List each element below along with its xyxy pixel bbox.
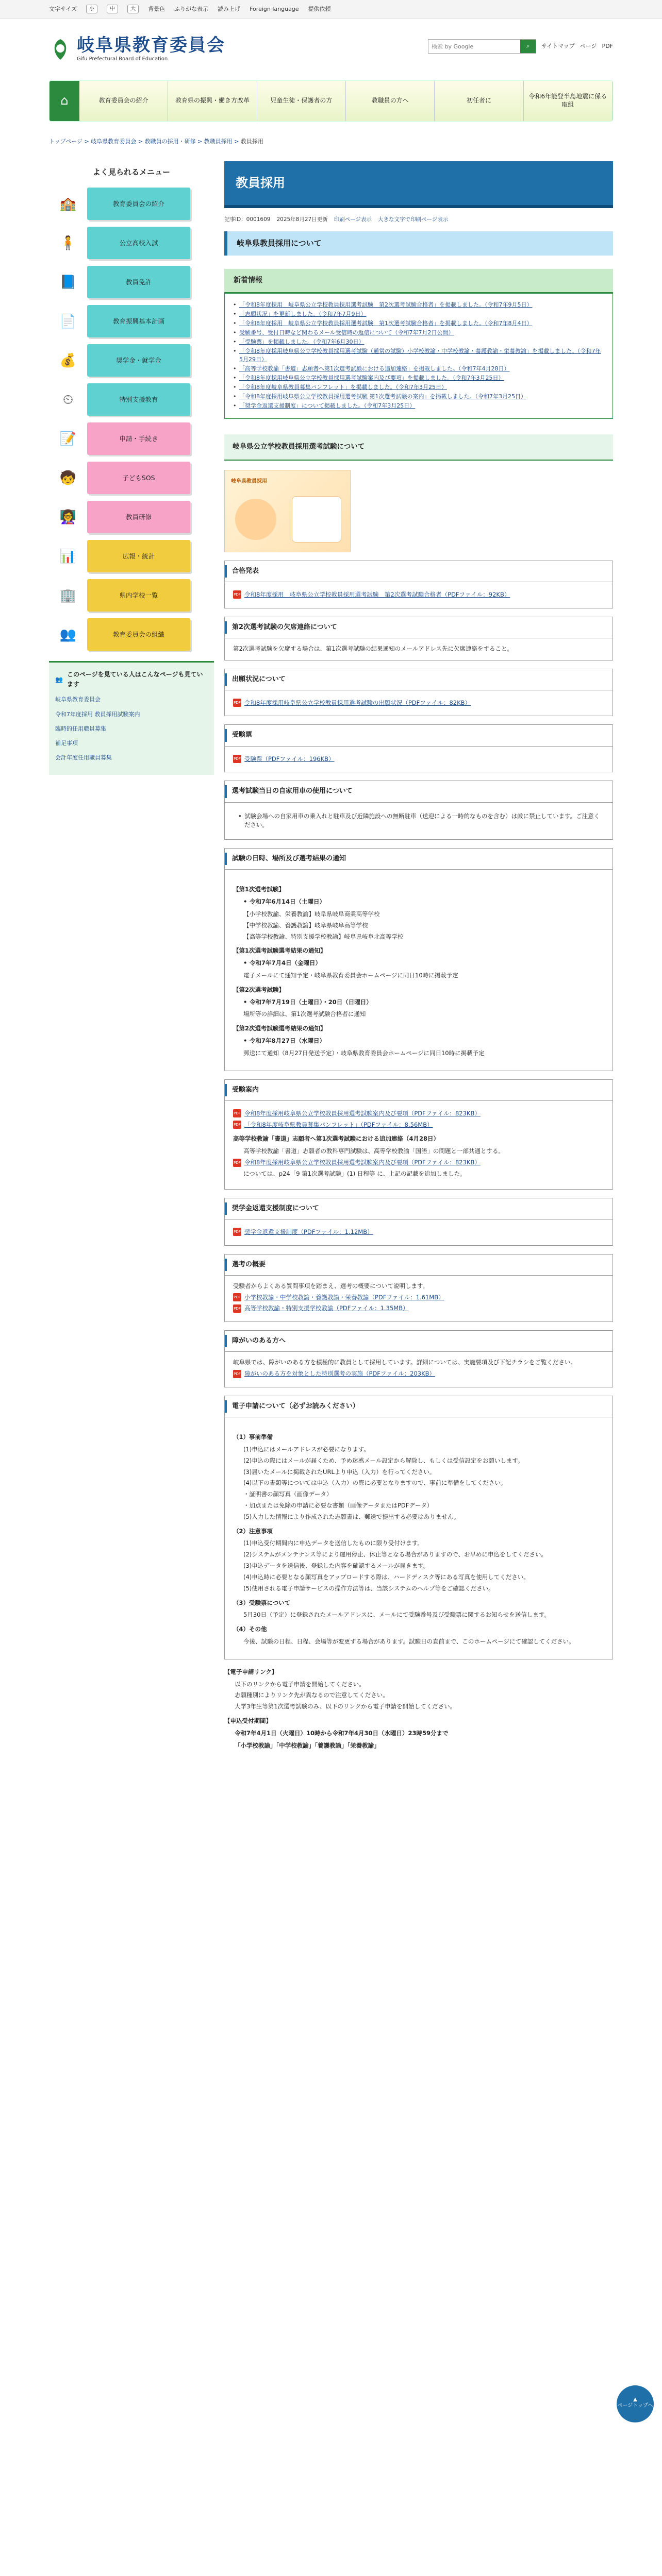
apply-text: ・証明書の顔写真（画像データ） <box>243 1490 333 1498</box>
utility-bar <box>0 0 662 19</box>
ruby-link[interactable]: ページ <box>580 43 597 50</box>
school-icon: 🏫 <box>59 196 77 212</box>
sidebar-item[interactable] <box>49 383 214 416</box>
also-viewed-box <box>49 661 214 774</box>
sidebar-menu <box>49 188 214 651</box>
pdf-icon: PDF <box>233 1293 241 1301</box>
page-top-button[interactable] <box>617 2385 654 2422</box>
box-text: 岐阜県では、障がいのある方を積極的に教員として採用しています。詳細については、実施要項及び下記チラシをご覧ください。 <box>233 1359 576 1366</box>
chart-icon: 📊 <box>59 548 77 564</box>
pdf-link[interactable]: PDF <box>602 43 613 50</box>
recruit-banner[interactable] <box>224 470 351 552</box>
logo-mark-icon <box>49 37 72 62</box>
news-item[interactable]: • 受験番号、受付日時など関わるメール受信時の返信について（令和7年7月2日公開） <box>233 329 604 337</box>
e-apply-content <box>225 1421 613 1655</box>
breadcrumb-link[interactable]: 岐阜県教育委員会 <box>91 138 137 145</box>
pdf-link-text: 受験票（PDFファイル：196KB） <box>244 755 335 762</box>
schedule-date: • 令和7年8月27日（水曜日） <box>243 1037 604 1046</box>
home-icon: ⌂ <box>60 93 69 108</box>
sidebar-item-label: 広報・統計 <box>87 540 190 572</box>
news-item[interactable]: • 「令和8年度採用岐阜県公立学校教員採用選考試験（通常の試験）小学校教諭・中学校教諭・養護教諭・栄養教諭」を掲載しました。（令和7年5月29日） <box>233 347 604 364</box>
pdf-link-text: 令和8年度採用 岐阜県公立学校教員採用選考試験 第2次選考試験合格者（PDFファイル：92KB） <box>244 590 510 598</box>
site-header <box>0 19 662 80</box>
exam-heading: 岐阜県公立学校教員採用選考試験について <box>224 434 613 461</box>
guide-box <box>224 1079 613 1190</box>
status-box <box>224 669 613 717</box>
pdf-icon: PDF <box>233 1370 241 1378</box>
guide-subheading: 高等学校教諭「書道」志願者へ第1次選考試験における追加連絡（4月28日） <box>233 1135 440 1143</box>
also-viewed-link[interactable]: 臨時的任用職員募集 <box>55 725 106 732</box>
also-viewed-link[interactable]: 岐阜県教育委員会 <box>55 696 101 703</box>
sidebar <box>49 161 214 1754</box>
gnav-item[interactable]: 教育委員会の紹介 <box>79 81 168 121</box>
pdf-icon: PDF <box>233 590 241 599</box>
sidebar-item[interactable] <box>49 188 214 220</box>
pdf-icon: PDF <box>233 1121 241 1129</box>
breadcrumb: トップページ > 岐阜県教育委員会 > 教職員の採用・研修 > 教職員採用 > 教員採用 <box>49 138 263 145</box>
banner-illustration <box>235 499 276 540</box>
pdf-icon: PDF <box>233 755 241 763</box>
sidebar-item[interactable] <box>49 344 214 377</box>
updated-date: 2025年8月27日更新 <box>276 216 328 223</box>
apply-text: (1)申込にはメールアドレスが必要になります。 <box>243 1445 370 1453</box>
news-heading: 新着情報 <box>224 269 613 294</box>
pdf-link-text: 奨学金返還支援制度（PDFファイル：1.12MB） <box>244 1228 373 1235</box>
apply-subheading: （3）受験票について <box>233 1599 291 1606</box>
schedule-line: 【小学校教諭、栄養教諭】岐阜県岐阜商業高等学校 <box>243 910 380 918</box>
section-heading: 岐阜県教員採用について <box>224 231 613 256</box>
child-icon: 🧒 <box>59 470 77 486</box>
gnav-item[interactable]: 児童生徒・保護者の方 <box>257 81 346 121</box>
sidebar-item-label: 子どもSOS <box>87 462 190 494</box>
schedule-line: 【中学校教諭、養護教諭】岐阜県岐阜高等学校 <box>243 921 368 929</box>
font-size-label: 文字サイズ <box>49 5 77 12</box>
schedule-line: 電子メールにて通知予定・岐阜県教育委員会ホームページに同日10時に掲載予定 <box>243 972 458 979</box>
sidebar-item-label: 申請・手続き <box>87 422 190 455</box>
sidebar-item-label: 教育振興基本計画 <box>87 305 190 337</box>
gnav-item[interactable]: 教職員の方へ <box>346 81 435 121</box>
news-item[interactable]: • 「令和8年度採用 岐阜県公立学校教員採用選考試験 第1次選考試験合格者」を掲載しました。（令和7年8月4日） <box>233 319 604 328</box>
pdf-link-text: 令和8年度採用岐阜県公立学校教員採用選考試験案内及び要項（PDFファイル：823KB） <box>244 1159 481 1166</box>
pdf-link[interactable] <box>233 1293 604 1302</box>
apply-subheading: （1）事前準備 <box>233 1433 273 1441</box>
request-link[interactable]: 提供依頼 <box>308 5 331 12</box>
e-link-text: 以下のリンクから電子申請を開始してください。 <box>235 1680 365 1688</box>
sidebar-item[interactable] <box>49 618 214 651</box>
gnav-item[interactable]: 初任者に <box>435 81 523 121</box>
apply-text: (5)使用される電子申請サービスの操作方法等は、当該システムのヘルプ等をご確認ください。 <box>243 1584 494 1592</box>
font-mid-button[interactable]: 中 <box>107 5 118 14</box>
also-viewed-link[interactable]: 補足事項 <box>55 739 78 747</box>
pdf-link[interactable] <box>233 1158 604 1167</box>
sidebar-item-label: 教員研修 <box>87 501 190 533</box>
pdf-link-text: 令和8年度採用岐阜県公立学校教員採用選考試験の出願状況（PDFファイル：82KB） <box>244 699 471 706</box>
schedule-date: • 令和7年7月4日（金曜日） <box>243 959 604 968</box>
page-title: 教員採用 <box>224 161 613 208</box>
pdf-link[interactable] <box>233 590 604 600</box>
sitemap-link[interactable]: サイトマップ <box>541 43 575 50</box>
clock-icon: ⏲ <box>62 392 74 408</box>
home-button[interactable] <box>49 81 79 121</box>
apply-text: (5)入力した情報により作成された志願書は、郵送で提出する必要はありません。 <box>243 1513 460 1520</box>
meeting-icon: 👥 <box>59 626 77 642</box>
pdf-icon: PDF <box>233 1159 241 1167</box>
sidebar-title: よく見られるメニュー <box>92 167 170 177</box>
search-icon: ⌕ <box>526 43 530 50</box>
global-nav <box>49 80 613 122</box>
sidebar-item-label: 県内学校一覧 <box>87 579 190 612</box>
apply-text: (1)申込受付期間内に申込データを送信したものに限り受付けます。 <box>243 1539 423 1547</box>
sidebar-item[interactable] <box>49 305 214 337</box>
pdf-link[interactable] <box>233 699 604 708</box>
banner-illustration <box>292 496 341 543</box>
sidebar-item[interactable] <box>49 462 214 494</box>
schedule-heading: 【第2次選考試験選考結果の通知】 <box>233 1025 326 1032</box>
subject-text: 「小学校教諭」「中学校教諭」「養護教諭」「栄養教諭」 <box>235 1741 380 1749</box>
pdf-link-text: 高等学校教諭・特別支援学校教諭（PDFファイル：1.35MB） <box>244 1304 409 1312</box>
sidebar-item[interactable] <box>49 227 214 259</box>
sidebar-item-label: 教育委員会の組織 <box>87 618 190 651</box>
pdf-link-text: 「令和8年度岐阜県教員募集パンフレット」（PDFファイル：8.56MB） <box>244 1121 433 1128</box>
schedule-line: 場所等の詳細は、第1次選考試験合格者に通知 <box>243 1010 366 1018</box>
form-icon: 📝 <box>59 431 77 447</box>
news-item[interactable]: • 「高等学校教諭「書道」志願者へ第1次選考試験における追加連絡」を掲載しました。（令和7年4月28日） <box>233 365 604 373</box>
print-link[interactable]: 印刷ページ表示 <box>334 216 372 223</box>
pdf-icon: PDF <box>233 1228 241 1236</box>
schedule-date: • 令和7年7月19日（土曜日）・20日（日曜日） <box>243 998 604 1007</box>
box-heading: 出願状況について <box>225 669 613 690</box>
read-aloud-button[interactable]: 読み上げ <box>218 5 241 12</box>
building-icon: 🏢 <box>59 587 77 603</box>
pdf-link[interactable] <box>233 1369 604 1379</box>
pdf-link-text: 小学校教諭・中学校教諭・養護教諭・栄養教諭（PDFファイル：1.61MB） <box>244 1293 444 1301</box>
pdf-link-text: 令和8年度採用岐阜県公立学校教員採用選考試験案内及び要項（PDFファイル：823KB） <box>244 1109 481 1117</box>
news-item[interactable]: • 「受験票」を掲載しました。（令和7年6月30日） <box>233 338 604 346</box>
page-top-label: ページトップへ <box>617 2403 653 2409</box>
breadcrumb-link[interactable]: トップページ <box>49 138 83 145</box>
news-item[interactable]: • 「令和8年度採用 岐阜県公立学校教員採用選考試験 第2次選考試験合格者」を掲載しました。（令和7年9月5日） <box>233 301 604 309</box>
apply-text: (3)届いたメールに掲載されたURLより申込（入力）を行ってください。 <box>243 1468 436 1476</box>
also-viewed-link[interactable]: 会計年度任用職員募集 <box>55 754 112 761</box>
apply-subheading: （4）その他 <box>233 1625 267 1633</box>
schedule-box <box>224 848 613 1071</box>
article-meta <box>224 215 613 224</box>
ruby-button[interactable]: ふりがな表示 <box>174 5 209 12</box>
news-item[interactable]: • 「令和8年度採用岐阜県公立学校教員採用選考試験案内及び要項」を掲載しました。（令和7年3月25日） <box>233 374 604 382</box>
article-id: 記事ID：0001609 <box>224 216 271 223</box>
e-apply-box <box>224 1396 613 1659</box>
sidebar-item[interactable] <box>49 266 214 298</box>
box-text: 第2次選考試験を欠席する場合は、第1次選考試験の結果通知のメールアドレス先に欠席連絡をすること。 <box>233 645 514 652</box>
font-large-button[interactable]: 大 <box>127 5 139 14</box>
content-columns <box>49 161 613 1754</box>
search-button[interactable] <box>520 40 536 53</box>
schedule-list <box>225 874 613 1066</box>
box-heading: 選考の概要 <box>225 1255 613 1276</box>
absent-box <box>224 617 613 660</box>
main-content <box>224 161 613 1754</box>
box-heading: 試験の日時、場所及び選考結果の通知 <box>225 849 613 870</box>
also-viewed-title <box>55 670 208 689</box>
period-text: 令和7年4月1日（火曜日）10時から令和7年4月30日（水曜日）23時59分まで <box>235 1729 449 1737</box>
box-heading: 選考試験当日の自家用車の使用について <box>225 781 613 802</box>
pdf-icon: PDF <box>233 1109 241 1117</box>
apply-text: 5月30日（予定）に登録されたメールアドレスに、メールにて受験番号及び受験票に関するお知らせを送信します。 <box>243 1611 550 1619</box>
ticket-box <box>224 724 613 772</box>
breadcrumb-current: 教員採用 <box>240 138 263 145</box>
util-font-size <box>49 5 77 13</box>
box-heading: 第2次選考試験の欠席連絡について <box>225 617 613 638</box>
e-link-text: 志願種別によりリンク先が異なるので注意してください。 <box>235 1691 389 1699</box>
box-heading: 電子申請について（必ずお読みください） <box>225 1396 613 1417</box>
search-box <box>428 39 536 54</box>
breadcrumb-link[interactable]: 教職員の採用・研修 <box>144 138 196 145</box>
pdf-link-text: 障がいのある方を対象とした特別選考の実施（PDFファイル：203KB） <box>244 1370 436 1378</box>
training-icon: 👩‍🏫 <box>59 509 77 525</box>
apply-text: (2)システムがメンテナンス等により運用停止、休止等となる場合がありますので、お早めに申込をしてください。 <box>243 1551 547 1558</box>
e-link-section <box>224 1668 613 1751</box>
e-link-text: 大学3年生等第1次選考試験のみ、以下のリンクから電子申請を開始してください。 <box>235 1703 456 1710</box>
schedule-line: 【高等学校教諭、特別支援学校教諭】岐阜県岐阜北高等学校 <box>243 933 404 940</box>
pdf-icon: PDF <box>233 699 241 707</box>
news-item[interactable]: • 「令和8年度採用岐阜県公立学校教員採用選考試験 第1次選考試験の案内」を掲載しました。（令和7年3月25日） <box>233 393 604 401</box>
money-icon: 💰 <box>59 352 77 368</box>
schedule-heading: 【第2次選考試験】 <box>233 986 285 993</box>
apply-text: (4)以下の書類等については申込（入力）の際に必要となりますので、事前に準備をしてください。 <box>243 1479 507 1487</box>
sidebar-item[interactable] <box>49 540 214 572</box>
also-viewed-label: このページを見ている人はこんなページも見ています <box>67 671 203 688</box>
banner-title: 岐阜県教員採用 <box>231 478 267 484</box>
breadcrumb-link[interactable]: 教職員採用 <box>204 138 233 145</box>
book-icon: 📘 <box>59 274 77 290</box>
search-input[interactable] <box>428 40 520 53</box>
site-title: 岐阜県教育委員会 <box>77 35 225 56</box>
schedule-heading: 【第1次選考試験選考結果の通知】 <box>233 947 326 955</box>
apply-text: (3)申込データを送信後、登録した内容を確認するメールが届きます。 <box>243 1562 429 1570</box>
arrow-up-icon: ▲ <box>633 2397 637 2402</box>
pass-box <box>224 561 613 608</box>
box-text: • 試験会場への自家用車の乗入れと駐車及び近隣施設への無断駐車（送迎による一時的なものを含む）は厳に禁止しています。ご注意ください。 <box>238 812 604 831</box>
sidebar-item[interactable] <box>49 501 214 533</box>
header-tools <box>428 39 613 54</box>
foreign-language-button[interactable]: Foreign language <box>250 5 299 12</box>
pdf-link[interactable] <box>233 755 604 764</box>
people-icon: 👥 <box>55 675 63 683</box>
scholarship-box <box>224 1198 613 1246</box>
gnav-item[interactable]: 教育県の振興・働き方改革 <box>168 81 257 121</box>
box-heading: 受験案内 <box>225 1080 613 1101</box>
disability-box <box>224 1330 613 1387</box>
site-subtitle: Gifu Prefectural Board of Education <box>77 56 168 62</box>
large-print-link[interactable]: 大きな文字で印刷ページ表示 <box>378 216 449 223</box>
gnav-item[interactable]: 令和6年能登半島地震に係る取組 <box>524 81 613 121</box>
apply-text: 今後、試験の日程、日程、会場等が変更する場合があります。試験日の直前まで、このホームページにて確認してください。 <box>243 1637 575 1645</box>
period-heading: 【申込受付期間】 <box>224 1717 272 1725</box>
e-link-heading: 【電子申請リンク】 <box>224 1668 278 1675</box>
font-small-button[interactable]: 小 <box>86 5 97 14</box>
news-item[interactable]: • 「志願状況」を更新しました。（令和7年7月9日） <box>233 310 604 318</box>
sidebar-item-label: 教員免許 <box>87 266 190 298</box>
schedule-date: • 令和7年6月14日（土曜日） <box>243 897 604 907</box>
box-text: 受験者からよくある質問事項を踏まえ、選考の概要について説明します。 <box>233 1282 429 1290</box>
car-box <box>224 781 613 840</box>
guide-text: については、p24「9 第1次選考試験」(1) 日程等 に、上記の記載を追加しました。 <box>243 1170 466 1177</box>
sidebar-item[interactable] <box>49 579 214 612</box>
apply-subheading: （2）注意事項 <box>233 1527 273 1535</box>
site-logo[interactable] <box>49 36 225 63</box>
guide-text: 高等学校教諭「書道」志願者の教科専門試験は、高等学校教諭「国語」の問題と一部共通とする。 <box>243 1147 504 1155</box>
box-heading: 奨学金返還支援制度について <box>225 1198 613 1219</box>
schedule-heading: 【第1次選考試験】 <box>233 886 285 893</box>
also-viewed-link[interactable]: 令和7年度採用 教員採用試験案内 <box>55 710 140 718</box>
news-list <box>224 294 613 418</box>
document-icon: 📄 <box>59 313 77 329</box>
sidebar-item-label: 奨学金・就学金 <box>87 344 190 377</box>
sidebar-item-label: 教育委員会の紹介 <box>87 188 190 220</box>
sidebar-item[interactable] <box>49 422 214 455</box>
pdf-link[interactable] <box>233 1304 604 1313</box>
overview-box <box>224 1254 613 1323</box>
sidebar-item-label: 公立高校入試 <box>87 227 190 259</box>
box-heading: 受験票 <box>225 725 613 746</box>
box-heading: 合格発表 <box>225 561 613 582</box>
person-icon: 🧍 <box>59 235 77 251</box>
pdf-icon: PDF <box>233 1304 241 1313</box>
pdf-link[interactable] <box>233 1109 604 1118</box>
box-heading: 障がいのある方へ <box>225 1331 613 1352</box>
news-item[interactable]: • 「奨学金返還支援制度」について掲載しました。（令和7年3月25日） <box>233 402 604 410</box>
pdf-link[interactable] <box>233 1121 604 1130</box>
sidebar-item-label: 特別支援教育 <box>87 383 190 416</box>
apply-text: ・加点または免除の申請に必要な書類（画像データまたはPDFデータ） <box>243 1502 433 1510</box>
schedule-line: 郵送にて通知（8月27日発送予定）・岐阜県教育委員会ホームページに同日10時に掲載予定 <box>243 1049 485 1057</box>
bg-color-button[interactable]: 背景色 <box>148 5 166 12</box>
apply-text: (2)申込の際にはメールが届くため、予め迷惑メール設定から解除し、もしくは受信設定をお願いします。 <box>243 1456 524 1464</box>
news-item[interactable]: • 「令和8年度岐阜県教員募集パンフレット」を掲載しました。（令和7年3月25日） <box>233 383 604 392</box>
pdf-link[interactable] <box>233 1228 604 1237</box>
apply-text: (4)申込時に必要となる顔写真をアップロードする際は、ハードディスク等にある写真を使用してください。 <box>243 1573 529 1581</box>
